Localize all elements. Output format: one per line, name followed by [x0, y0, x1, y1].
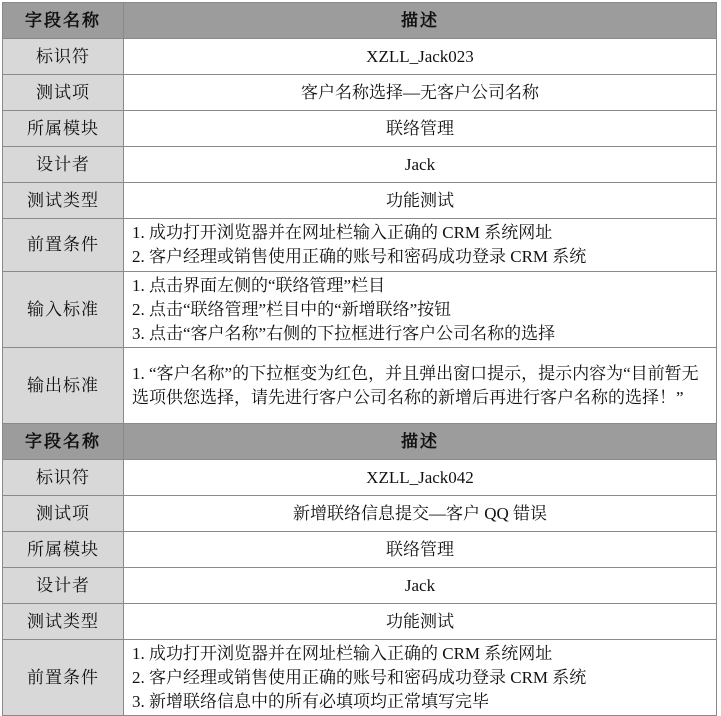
table-row [3, 640, 717, 716]
test-item-value: 客户名称选择—无客户公司名称 [124, 75, 717, 111]
description-header: 描述 [124, 424, 717, 460]
test-type-value: 功能测试 [124, 183, 717, 219]
output-standard-value [124, 348, 717, 424]
table-row [3, 604, 717, 640]
precondition-line: 2. 客户经理或销售使用正确的账号和密码成功登录 CRM 系统 [132, 247, 587, 266]
row-label: 测试项 [3, 75, 124, 111]
row-label: 前置条件 [3, 640, 124, 716]
table-row [3, 111, 717, 147]
table-row [3, 39, 717, 75]
input-line: 1. 点击界面左侧的“联络管理”栏目 [132, 275, 386, 295]
table-row [3, 532, 717, 568]
table-header-row [3, 424, 717, 460]
row-label: 前置条件 [3, 219, 124, 272]
row-label: 所属模块 [3, 111, 124, 147]
row-label: 输出标准 [3, 348, 124, 424]
designer-value: Jack [124, 147, 717, 183]
identifier-value: XZLL_Jack023 [124, 39, 717, 75]
precondition-line: 2. 客户经理或销售使用正确的账号和密码成功登录 CRM 系统 [132, 667, 587, 687]
precondition-line: 1. 成功打开浏览器并在网址栏输入正确的 CRM 系统网址 [132, 643, 553, 663]
description-header: 描述 [124, 3, 717, 39]
designer-value: Jack [124, 568, 717, 604]
table-row [3, 348, 717, 424]
row-label: 测试类型 [3, 604, 124, 640]
test-case-table [2, 2, 717, 716]
input-line: 3. 点击“客户名称”右侧的下拉框进行客户公司名称的选择 [132, 323, 556, 343]
module-value: 联络管理 [124, 532, 717, 568]
row-label: 测试类型 [3, 183, 124, 219]
table-row [3, 496, 717, 532]
module-value: 联络管理 [124, 111, 717, 147]
table-row [3, 147, 717, 183]
table-row [3, 272, 717, 348]
input-standard-value [124, 272, 717, 348]
table-row [3, 75, 717, 111]
table-row [3, 460, 717, 496]
precondition-line: 3. 新增联络信息中的所有必填项均正常填写完毕 [132, 691, 489, 711]
row-label: 设计者 [3, 568, 124, 604]
table-row [3, 219, 717, 272]
precondition-value [124, 640, 717, 716]
field-name-header: 字段名称 [3, 424, 124, 460]
identifier-value: XZLL_Jack042 [124, 460, 717, 496]
row-label: 标识符 [3, 39, 124, 75]
input-line: 2. 点击“联络管理”栏目中的“新增联络”按钮 [132, 299, 452, 319]
table-row [3, 183, 717, 219]
row-label: 测试项 [3, 496, 124, 532]
table-header-row [3, 3, 717, 39]
test-item-value: 新增联络信息提交—客户 QQ 错误 [124, 496, 717, 532]
precondition-line: 1. 成功打开浏览器并在网址栏输入正确的 CRM 系统网址 [132, 223, 553, 242]
row-label: 标识符 [3, 460, 124, 496]
row-label: 设计者 [3, 147, 124, 183]
output-text: 1. “客户名称”的下拉框变为红色，并且弹出窗口提示，提示内容为“目前暂无选项供您选择，请先进行客户公司名称的新增后再进行客户名称的选择！” [132, 363, 699, 407]
test-type-value: 功能测试 [124, 604, 717, 640]
field-name-header: 字段名称 [3, 3, 124, 39]
precondition-value [124, 219, 717, 272]
test-case-document [2, 2, 717, 716]
row-label: 所属模块 [3, 532, 124, 568]
table-row [3, 568, 717, 604]
row-label: 输入标准 [3, 272, 124, 348]
